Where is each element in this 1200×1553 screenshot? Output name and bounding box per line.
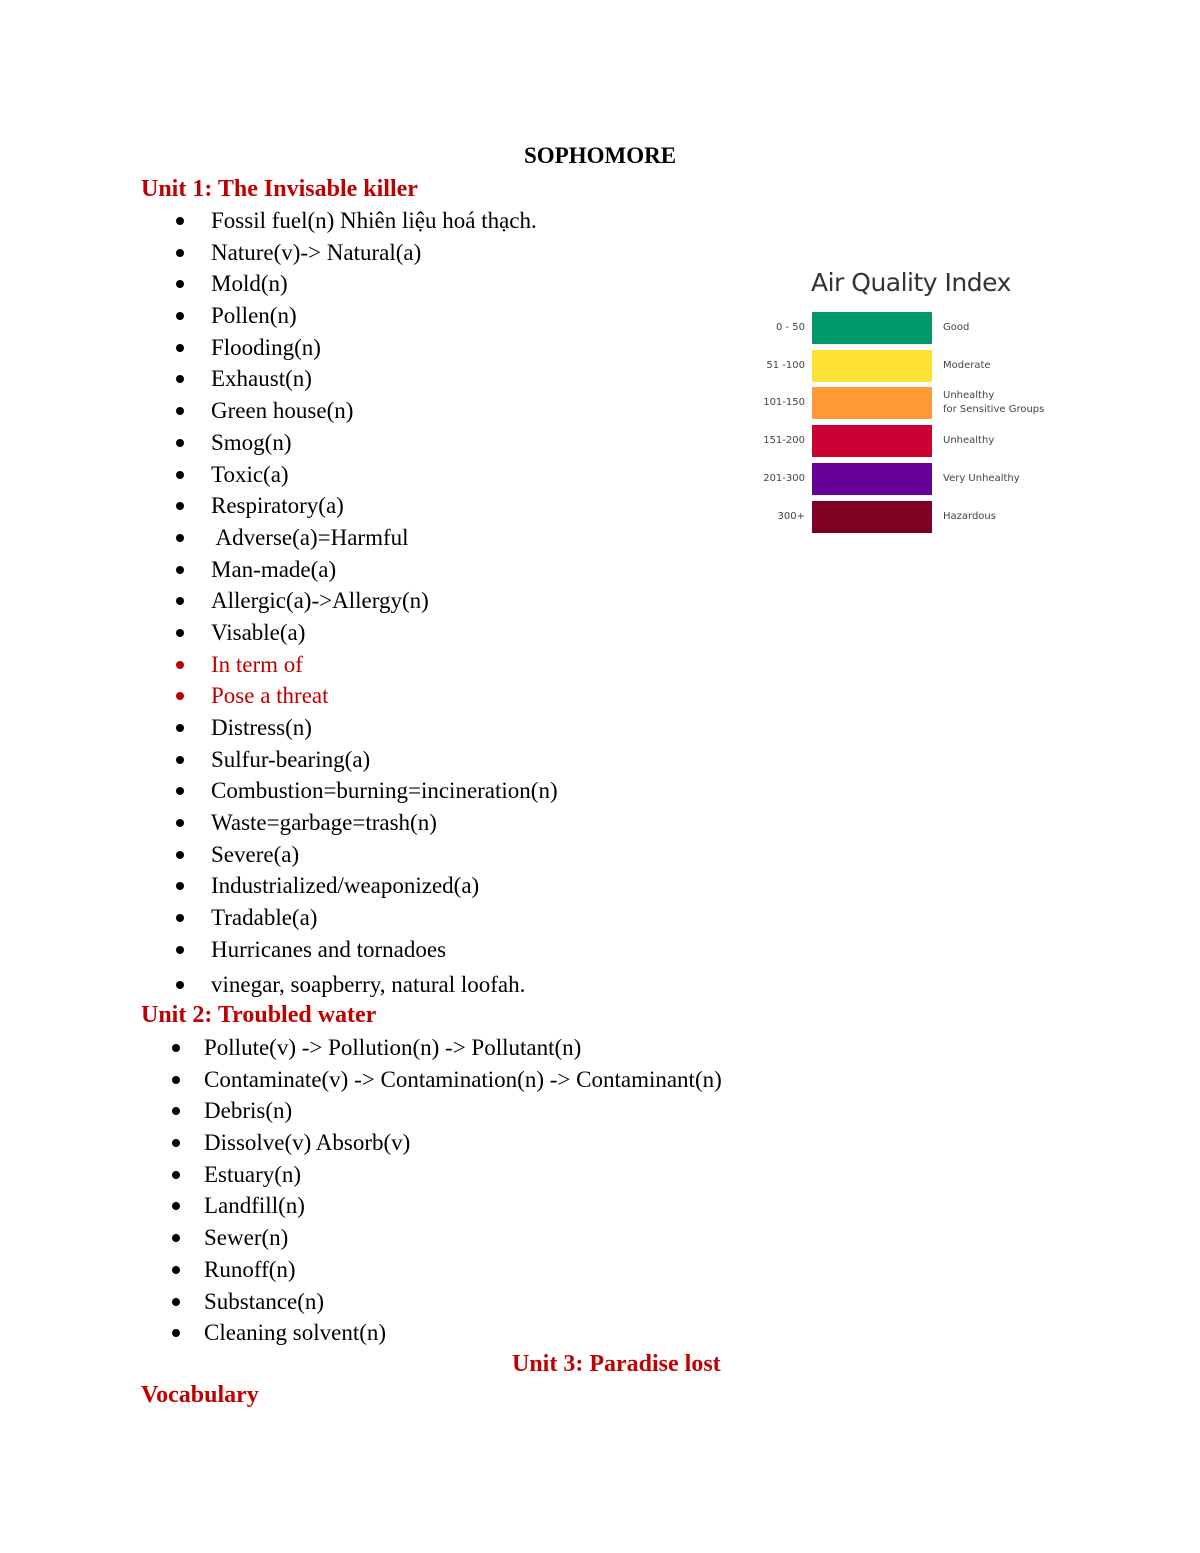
- list-item: vinegar, soapberry, natural loofah.: [211, 969, 558, 1001]
- aqi-range: 300+: [777, 511, 805, 522]
- unit1-heading: Unit 1: The Invisable killer: [141, 176, 418, 202]
- aqi-title: Air Quality Index: [811, 268, 1011, 297]
- list-item: Hurricanes and tornadoes: [211, 934, 558, 966]
- list-item: Allergic(a)->Allergy(n): [211, 585, 558, 617]
- unit3-heading: Unit 3: Paradise lost: [512, 1351, 721, 1377]
- list-item: Respiratory(a): [211, 490, 558, 522]
- list-item: Substance(n): [204, 1286, 722, 1318]
- list-item: Industrialized/weaponized(a): [211, 870, 558, 902]
- aqi-range: 51 -100: [766, 360, 805, 371]
- list-item: Landfill(n): [204, 1190, 722, 1222]
- list-item: Runoff(n): [204, 1254, 722, 1286]
- aqi-swatch: [812, 387, 932, 419]
- list-item: Flooding(n): [211, 332, 558, 364]
- aqi-label-line: Very Unhealthy: [943, 473, 1020, 484]
- aqi-label-line: for Sensitive Groups: [943, 404, 1045, 415]
- aqi-label: [943, 387, 1044, 419]
- aqi-row-sensitive: [755, 387, 1055, 419]
- aqi-row-moderate: [755, 350, 1055, 382]
- aqi-swatch: [812, 501, 932, 533]
- list-item: Man-made(a): [211, 554, 558, 586]
- unit1-vocab-list: [211, 205, 558, 1000]
- list-item-highlight: In term of: [211, 649, 558, 681]
- list-item: Estuary(n): [204, 1159, 722, 1191]
- list-item: Visable(a): [211, 617, 558, 649]
- list-item: Smog(n): [211, 427, 558, 459]
- aqi-swatch: [812, 463, 932, 495]
- aqi-label: [943, 312, 969, 344]
- list-item: Exhaust(n): [211, 363, 558, 395]
- list-item: Debris(n): [204, 1095, 722, 1127]
- list-item: Combustion=burning=incineration(n): [211, 775, 558, 807]
- aqi-swatch: [812, 425, 932, 457]
- aqi-label: [943, 501, 996, 533]
- aqi-range: 101-150: [763, 397, 805, 408]
- aqi-swatch: [812, 312, 932, 344]
- list-item: Pollute(v) -> Pollution(n) -> Pollutant(n): [204, 1032, 722, 1064]
- aqi-label: [943, 425, 994, 457]
- unit2-heading: Unit 2: Troubled water: [141, 1002, 377, 1028]
- aqi-label-line: Unhealthy: [943, 390, 995, 401]
- list-item: Fossil fuel(n) Nhiên liệu hoá thạch.: [211, 205, 558, 237]
- aqi-label-line: Unhealthy: [943, 435, 995, 446]
- list-item: Pollen(n): [211, 300, 558, 332]
- list-item: Tradable(a): [211, 902, 558, 934]
- aqi-range: 201-300: [763, 473, 805, 484]
- aqi-row-very-unhealthy: [755, 463, 1055, 495]
- aqi-range: 151-200: [763, 435, 805, 446]
- unit2-vocab-list: [204, 1032, 722, 1349]
- list-item: Nature(v)-> Natural(a): [211, 237, 558, 269]
- list-item: Toxic(a): [211, 459, 558, 491]
- list-item: Sulfur-bearing(a): [211, 744, 558, 776]
- list-item: Distress(n): [211, 712, 558, 744]
- aqi-row-good: [755, 312, 1055, 344]
- list-item: Waste=garbage=trash(n): [211, 807, 558, 839]
- vocabulary-heading: Vocabulary: [141, 1382, 259, 1408]
- aqi-label: [943, 463, 1020, 495]
- aqi-label: [943, 350, 991, 382]
- aqi-label-line: Hazardous: [943, 511, 996, 522]
- list-item: Green house(n): [211, 395, 558, 427]
- aqi-swatch: [812, 350, 932, 382]
- list-item-highlight: Pose a threat: [211, 680, 558, 712]
- list-item: Dissolve(v) Absorb(v): [204, 1127, 722, 1159]
- aqi-label-line: Good: [943, 322, 970, 333]
- list-item: Mold(n): [211, 268, 558, 300]
- list-item: Adverse(a)=Harmful: [211, 522, 558, 554]
- aqi-range: 0 - 50: [775, 322, 805, 333]
- list-item: Sewer(n): [204, 1222, 722, 1254]
- aqi-row-unhealthy: [755, 425, 1055, 457]
- aqi-row-hazardous: [755, 501, 1055, 533]
- aqi-figure: [755, 262, 1055, 542]
- list-item: Cleaning solvent(n): [204, 1317, 722, 1349]
- page-title: SOPHOMORE: [523, 143, 677, 168]
- list-item: Severe(a): [211, 839, 558, 871]
- list-item: Contaminate(v) -> Contamination(n) -> Contaminant(n): [204, 1064, 722, 1096]
- aqi-label-line: Moderate: [943, 360, 991, 371]
